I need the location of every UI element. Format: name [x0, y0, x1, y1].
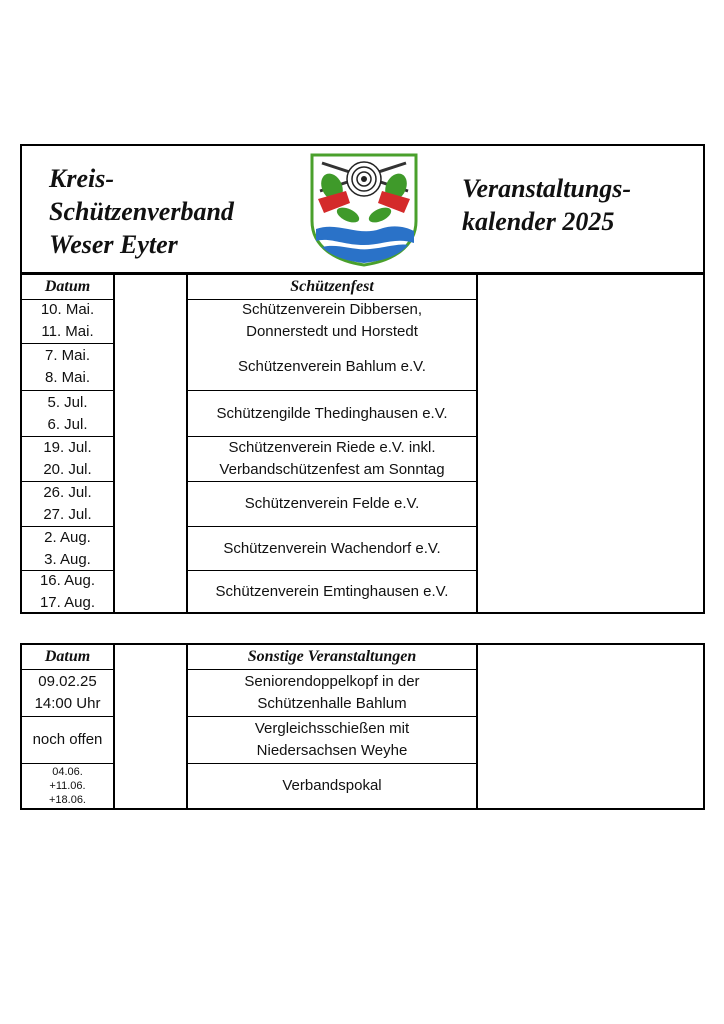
club-crest-icon: [308, 151, 420, 267]
table-row-event: Schützenverein Emtinghausen e.V.: [215, 582, 449, 600]
table-row-date: 10. Mai. 11. Mai.: [40, 301, 95, 340]
column-divider: [113, 275, 115, 612]
column-header-event: Schützenfest: [290, 278, 374, 295]
table-row-date: 26. Jul. 27. Jul.: [43, 484, 92, 523]
calendar-title-line-1: Veranstaltungs-: [462, 174, 632, 203]
table-row-date: 19. Jul. 20. Jul.: [43, 439, 92, 478]
table-row-event: Schützenverein Dibbersen, Donnerstedt und Horstedt: [241, 301, 423, 340]
table-row-event: Schützenverein Riede e.V. inkl. Verbandschützenfest am Sonntag: [219, 439, 445, 478]
organization-title: [49, 162, 234, 261]
column-header-date: Datum: [44, 278, 91, 295]
table-row-event: Schützenverein Felde e.V.: [244, 495, 420, 512]
calendar-title-line-2: kalender 2025: [462, 207, 615, 236]
table-row-date: 7. Mai. 8. Mai.: [44, 347, 90, 386]
table-row-date: 16. Aug. 17. Aug.: [39, 571, 96, 611]
table-row-event: Verbandspokal: [282, 777, 382, 794]
org-title-line-3: Weser Eyter: [49, 230, 178, 259]
column-divider: [113, 645, 115, 808]
org-title-line-2: Schützenverband: [49, 197, 234, 226]
table-row-event: Seniorendoppelkopf in der Schützenhalle Bahlum: [244, 673, 420, 712]
table-row-event: Schützenverein Wachendorf e.V.: [223, 539, 441, 557]
column-divider: [476, 275, 478, 612]
table-row-date: 09.02.25 14:00 Uhr: [34, 673, 101, 712]
column-divider: [476, 645, 478, 808]
table-row-event: Schützenverein Bahlum e.V.: [238, 358, 426, 375]
table-row-date: 5. Jul. 6. Jul.: [47, 393, 88, 433]
column-header-date: Datum: [44, 648, 91, 665]
schuetzenfest-table: [20, 273, 705, 614]
table-row-date: noch offen: [32, 731, 103, 748]
calendar-title: [462, 172, 631, 238]
calendar-header: [20, 144, 705, 274]
sonstige-veranstaltungen-table: [20, 643, 705, 810]
column-header-event: Sonstige Veranstaltungen: [247, 648, 417, 665]
table-row-event: Schützengilde Thedinghausen e.V.: [216, 404, 448, 422]
table-row-date: 2. Aug. 3. Aug.: [44, 528, 91, 568]
table-row-event: Vergleichsschießen mit Niedersachsen Weyhe: [254, 720, 410, 759]
table-row-date: 04.06. +11.06. +18.06.: [48, 766, 86, 806]
org-title-line-1: Kreis-: [49, 164, 114, 193]
